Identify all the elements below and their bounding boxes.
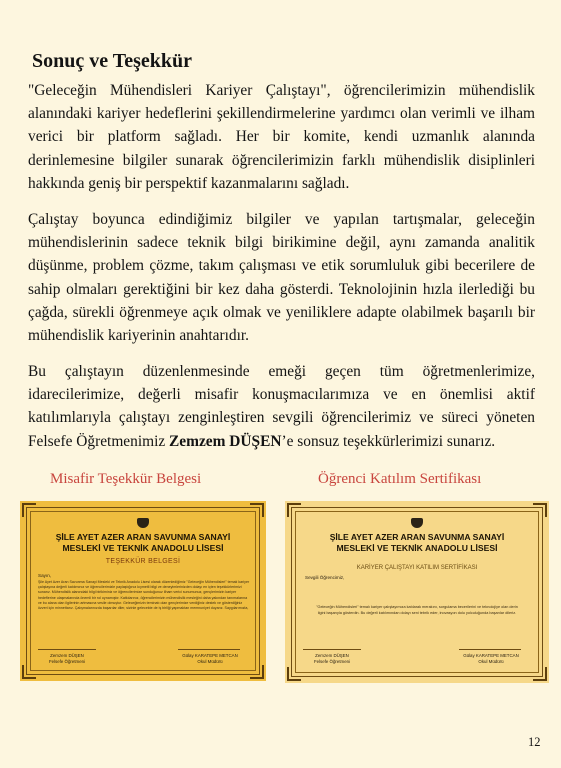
corner-ornament — [533, 503, 547, 517]
page-title: Sonuç ve Teşekkür — [32, 50, 193, 72]
teacher-name: Zemzem DÜŞEN — [169, 432, 282, 450]
guest-thanks-certificate-image — [20, 501, 266, 681]
school-name-line-2: MESLEKİ VE TEKNİK ANADOLU LİSESİ — [336, 543, 498, 553]
signature-line — [459, 649, 521, 650]
signer-2-title: Okul Müdürü — [197, 659, 223, 664]
signer-2-title: Okul Müdürü — [478, 659, 504, 664]
certificate-greeting: Sevgili Öğrencimiz, — [305, 575, 345, 580]
signature-line — [178, 649, 240, 650]
signer-1-name: Zemzem DÜŞEN — [50, 653, 84, 658]
corner-ornament — [533, 667, 547, 681]
student-participation-certificate-image — [285, 501, 549, 683]
certificate-body: "Geleceğin Mühendisleri" temalı kariyer çalıştayımıza katılarak merakını, sorgulama becerilerini ve teknolojiye olan derin ilgini başarıyla gösterdin. Bu değerli katılımından dolayı seni tebrik eder, inovasyon dolu yolculuğunda başarılar dileriz. — [316, 605, 518, 615]
page-number: 12 — [528, 735, 541, 749]
paragraph-2: Çalıştay boyunca edindiğimiz bilgiler ve yapılan tartışmalar, geleceğin mühendislerinin sadece teknik bilgi birikimine değil, aynı zamanda analitik düşünme, problem çözme, takım çalışması ve etik sorumluluk gibi becerilere de sahip olmaları gerektiğini bir kez daha gösterdi. Teknolojinin hızla ilerlediği bu çağda, sürekli öğrenmeye açık olmak ve yeniliklere adapte olabilmek başarılı bir mühendislik kariyerinin anahtarıdır. — [28, 211, 535, 345]
certificate-subtitle: KARİYER ÇALIŞTAYI KATILIM SERTİFİKASI — [356, 565, 478, 571]
signer-2 — [170, 653, 250, 665]
corner-ornament — [250, 665, 264, 679]
school-name-line-2: MESLEKİ VE TEKNİK ANADOLU LİSESİ — [62, 543, 224, 553]
corner-ornament — [287, 503, 301, 517]
certificate-subtitle: TEŞEKKÜR BELGESİ — [105, 558, 181, 565]
signer-1-title: Felsefe Öğretmeni — [313, 659, 351, 664]
paragraph-3-end: ’e sonsuz teşekkürlerimizi sunarız. — [281, 432, 496, 450]
caption-guest-certificate: Misafir Teşekkür Belgesi — [50, 471, 202, 487]
signer-1 — [297, 653, 367, 665]
corner-ornament — [22, 665, 36, 679]
signer-1-name: Zemzem DÜŞEN — [315, 653, 349, 658]
signature-line — [303, 649, 361, 650]
signer-2-name: Gülay KARATEPE METCAN — [463, 653, 519, 658]
signer-1 — [32, 653, 102, 665]
certificate-greeting: Sayın, — [38, 573, 52, 578]
certificate-body: Şile Ayet Azer Aran Savunma Sanayi Mesleki ve Teknik Anadolu Lisesi olarak düzenlediğimiz "Geleceğin Mühendisleri" temalı kariyer çalıştayına değerli katılımınız ve öğrencilerimizle paylaştığınız kıymetli bilgi ve deneyimlerinizden dolayı en içten teşekkürlerimizi sunarız. Mühendislik alanındaki bilgi birikiminiz ve öğrencilerimize sunduğunuz ilham verici sunumunuz, gençlerimizin kariyer hedeflerine ulaşmalarında önemli bir rol oynamıştır. Katkılarınız, öğrencilerimizin mühendislik mesleğini daha yakından tanımalarına ve bu alana olan ilgilerinin artmasına vesile olmuştur. Geleceğimizin teminatı olan gençlerimize verdiğiniz destek ve gösterdiğiniz özveri için minnettarız. Çalışmalarınızda başarılar diler, sizinle gelecekte de iş birliği yapmaktan memnuniyet duyarız. Saygılarımızla, — [38, 580, 250, 611]
signer-2-name: Gülay KARATEPE METCAN — [182, 653, 238, 658]
caption-student-certificate: Öğrenci Katılım Sertifikası — [318, 471, 482, 487]
corner-ornament — [22, 503, 36, 517]
paragraph-1: "Geleceğin Mühendisleri Kariyer Çalıştayı", öğrencilerimizin mühendislik alanındaki kariyer hedeflerini şekillendirmelerine yardımcı olan verimli ve ilham verici bir platform sağladı. Her bir komite, kendi uzmanlık alanında derinlemesine bilgiler sunarak öğrencilerimizin farklı mühendislik disiplinleri hakkında geniş bir perspektif kazanmalarını sağladı. — [28, 82, 535, 192]
school-name-line-1: ŞİLE AYET AZER ARAN SAVUNMA SANAYİ — [55, 532, 231, 542]
signer-2 — [451, 653, 531, 665]
paragraph-3-start: Bu çalıştayın düzenlenmesinde emeği geçen tüm öğretmenlerimize, idarecilerimize, değerli misafir konuşmacılarımıza ve en önemlisi aktif katılımlarıyla çalıştayı zenginleştiren sevgili öğrencilerimiz ve süreci yöneten Felsefe Öğretmenimiz — [28, 363, 535, 450]
paragraph-3 — [28, 360, 535, 453]
signer-1-title: Felsefe Öğretmeni — [48, 659, 86, 664]
corner-ornament — [250, 503, 264, 517]
corner-ornament — [287, 667, 301, 681]
school-name-line-1: ŞİLE AYET AZER ARAN SAVUNMA SANAYİ — [329, 532, 505, 542]
signature-line — [38, 649, 96, 650]
